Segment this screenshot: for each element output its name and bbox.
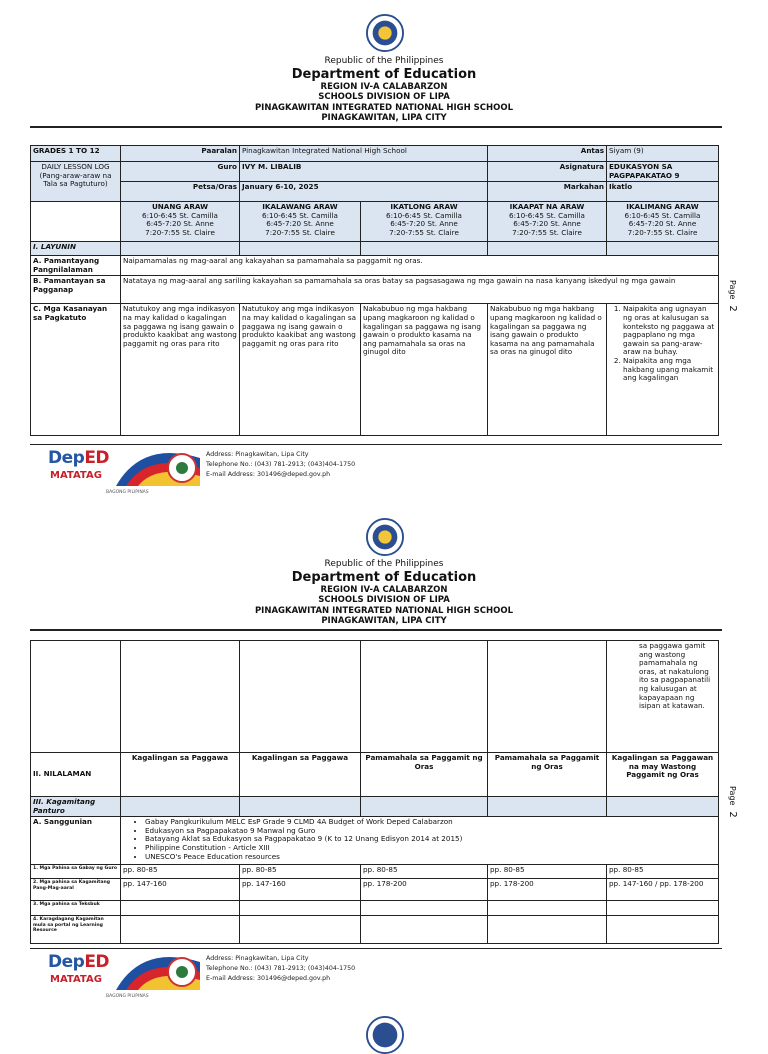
page-number-1: Page2: [727, 280, 738, 312]
sanggunian-item: • Philippine Constitution - Article XIII: [145, 844, 716, 853]
kasanayan-day-4: Nakabubuo ng mga hakbang upang magkaroon ng kalidad o kagalingan sa paggawa ng isang gawain o produkto kasama na ang pamamahala sa oras na ginugol dito: [488, 304, 607, 436]
matatag-logo-2: MATATAG: [50, 974, 102, 985]
antas-value: Siyam (9): [607, 146, 719, 162]
kasanayan-day-5: [607, 304, 719, 436]
petsa-label: Petsa/Oras: [121, 182, 240, 202]
footer-address-2: Address: Pinagkawitan, Lipa City: [206, 955, 309, 962]
region-text-2: REGION IV-A CALABARZON: [320, 584, 448, 595]
republic-text-2: Republic of the Philippines: [324, 559, 444, 569]
gabay-guro-day-1: pp. 80-85: [121, 865, 240, 879]
footer-contact-2: [206, 954, 355, 984]
sanggunian-label: A. Sanggunian: [31, 817, 121, 865]
department-text: Department of Education: [291, 66, 477, 82]
layunin-title: I. LAYUNIN: [31, 242, 121, 256]
paaralan-label: Paaralan: [121, 146, 240, 162]
kasanayan-day-5-item-1: 1. Naipakita ang ugnayan ng oras at kalusugan sa konteksto ng paggawa at pagpaplano ng mga gawain sa pang-araw-araw na buhay.: [623, 305, 716, 357]
school-text-2: PINAGKAWITAN INTEGRATED NATIONAL HIGH SCHOOL: [254, 605, 514, 616]
footer-address: Address: Pinagkawitan, Lipa City: [206, 451, 309, 458]
letterhead: [0, 56, 768, 124]
footer-2: [48, 948, 468, 1003]
pamantayang-label: A. Pamantayang Pangnilalaman: [31, 256, 121, 276]
page-number-2: Page2: [727, 786, 738, 818]
division-text: SCHOOLS DIVISION OF LIPA: [318, 92, 450, 102]
nilalaman-day-4: Pamamahala sa Paggamit ng Oras: [488, 753, 607, 797]
dll-subtitle: (Pang-araw-araw na Tala sa Pagtuturo): [39, 170, 112, 189]
footer-telephone: Telephone No.: (043) 781-2913; (043)404-1750: [206, 461, 356, 468]
bagong-pilipinas-text: BAGONG PILIPINAS: [106, 490, 149, 495]
teksbuk-label: 3. Mga pahina sa Teksbuk: [31, 901, 121, 916]
gabay-guro-day-5: pp. 80-85: [607, 865, 719, 879]
department-text-2: Department of Education: [291, 569, 477, 585]
markahan-value: Ikatlo: [607, 182, 719, 202]
sanggunian-list: [121, 817, 719, 865]
nilalaman-title: II. NILALAMAN: [31, 753, 121, 797]
lesson-log-table-2: [30, 640, 719, 944]
kagamitang-mag-aaral-day-1: pp. 147-160: [121, 879, 240, 901]
school-address-text: PINAGKAWITAN, LIPA CITY: [321, 113, 447, 123]
kasanayan-label: C. Mga Kasanayan sa Pagkatuto: [31, 304, 121, 436]
region-text: REGION IV-A CALABARZON: [320, 81, 448, 92]
division-text-2: SCHOOLS DIVISION OF LIPA: [318, 595, 450, 605]
bagong-pilipinas-logo-icon-2: [112, 950, 204, 994]
pamantayan-pagganap-text: Natataya ng mag-aaral ang sariling kakayahan sa pamamahala sa oras batay sa pagsasagawa ng mga gawain na nasa kanyang iskedyul ng mga gawain: [121, 276, 719, 304]
letterhead-2: [0, 559, 768, 627]
nilalaman-day-5: Kagalingan sa Paggawan na may Wastong Paggamit ng Oras: [607, 753, 719, 797]
footer-telephone-2: Telephone No.: (043) 781-2913; (043)404-1750: [206, 965, 356, 972]
pamantayan-pagganap-label: B. Pamantayan sa Pagganap: [31, 276, 121, 304]
kagamitang-mag-aaral-day-5: pp. 147-160 / pp. 178-200: [607, 879, 719, 901]
school-address-text-2: PINAGKAWITAN, LIPA CITY: [321, 616, 447, 626]
day-1-header: UNANG ARAW 6:10-6:45 St. Camilla 6:45-7:20 St. Anne 7:20-7:55 St. Claire: [121, 202, 240, 242]
kagamitang-mag-aaral-day-2: pp. 147-160: [240, 879, 361, 901]
nilalaman-day-3: Pamamahala sa Paggamit ng Oras: [361, 753, 488, 797]
footer-email-2: E-mail Address: 301496@deped.gov.ph: [206, 975, 331, 982]
guro-value: IVY M. LIBALIB: [240, 162, 488, 182]
school-text: PINAGKAWITAN INTEGRATED NATIONAL HIGH SCHOOL: [254, 102, 514, 113]
lesson-log-table: [30, 145, 719, 436]
deped-seal-icon-3: [366, 1016, 404, 1054]
republic-text: Republic of the Philippines: [324, 56, 444, 66]
pamantayang-text: Naipamamalas ng mag-aaral ang kakayahan sa pamamahala sa paggamit ng oras.: [121, 256, 719, 276]
sanggunian-item: • UNESCO's Peace Education resources: [145, 853, 716, 862]
grades-cell: GRADES 1 TO 12: [31, 146, 121, 162]
asignatura-label: Asignatura: [488, 162, 607, 182]
gabay-guro-day-2: pp. 80-85: [240, 865, 361, 879]
asignatura-value: EDUKASYON SA PAGPAPAKATAO 9: [607, 162, 719, 182]
deped-seal-icon-2: [366, 518, 404, 556]
footer-1: [48, 444, 468, 499]
header-rule-2: [30, 629, 722, 631]
deped-logo: DepED: [48, 448, 110, 468]
bagong-pilipinas-text-2: BAGONG PILIPINAS: [106, 994, 149, 999]
gabay-guro-label: 1. Mga Pahina sa Gabay ng Guro: [31, 865, 121, 879]
kasanayan-day-3: Nakabubuo ng mga hakbang upang magkaroon ng kalidad o kagalingan sa paggawa ng isang gawain o produkto kasama na ang pamamahala sa oras na ginugol dito: [361, 304, 488, 436]
sanggunian-item: • Batayang Aklat sa Edukasyon sa Pagpapakatao 9 (K to 12 Unang Edisyon 2014 at 2015): [145, 835, 716, 844]
day-2-header: IKALAWANG ARAW 6:10-6:45 St. Camilla 6:45-7:20 St. Anne 7:20-7:55 St. Claire: [240, 202, 361, 242]
kagamitang-mag-aaral-label: 2. Mga pahina sa Kagamitang Pang-Mag-aaral: [31, 879, 121, 901]
footer-contact: [206, 450, 355, 480]
sanggunian-item: • Edukasyon sa Pagpapakatao 9 Manwal ng Guro: [145, 827, 716, 836]
matatag-logo: MATATAG: [50, 470, 102, 481]
sanggunian-item: • Gabay Pangkurikulum MELC EsP Grade 9 CLMD 4A Budget of Work Deped Calabarzon: [145, 818, 716, 827]
karagdagang-kagamitan-label: 4. Karagdagang Kagamitan mula sa portal ng Learning Resource: [31, 916, 121, 944]
markahan-label: Markahan: [488, 182, 607, 202]
antas-label: Antas: [488, 146, 607, 162]
kasanayan-day-2: Natutukoy ang mga indikasyon na may kalidad o kagalingan sa paggawa ng isang gawain o produkto kaakibat ang wastong paggamit ng oras para rito: [240, 304, 361, 436]
day-4-header: IKAAPAT NA ARAW 6:10-6:45 St. Camilla 6:45-7:20 St. Anne 7:20-7:55 St. Claire: [488, 202, 607, 242]
gabay-guro-day-3: pp. 80-85: [361, 865, 488, 879]
day-5-header: IKALIMANG ARAW 6:10-6:45 St. Camilla 6:45-7:20 St. Anne 7:20-7:55 St. Claire: [607, 202, 719, 242]
deped-seal-icon: [366, 14, 404, 52]
days-corner-cell: [31, 202, 121, 242]
gabay-guro-day-4: pp. 80-85: [488, 865, 607, 879]
kagamitang-mag-aaral-day-3: pp. 178-200: [361, 879, 488, 901]
kagamitang-mag-aaral-day-4: pp. 178-200: [488, 879, 607, 901]
kasanayan-day-5-continued: sa paggawa gamit ang wastong pamamahala ng oras, at nakatulong ito sa pagpapanatili ng kalusugan at kapayapaan ng isipan at katawan.: [607, 641, 719, 753]
nilalaman-day-2: Kagalingan sa Paggawa: [240, 753, 361, 797]
kasanayan-day-1: Natutukoy ang mga indikasyon na may kalidad o kagalingan sa paggawa ng isang gawain o produkto kaakibat ang wastong paggamit ng oras para rito: [121, 304, 240, 436]
kasanayan-day-5-item-2: 2. Naipakita ang mga hakbang upang makamit ang kagalingan: [623, 357, 716, 383]
paaralan-value: Pinagkawitan Integrated National High School: [240, 146, 488, 162]
nilalaman-day-1: Kagalingan sa Paggawa: [121, 753, 240, 797]
deped-logo-2: DepED: [48, 952, 110, 972]
guro-label: Guro: [121, 162, 240, 182]
header-rule: [30, 126, 722, 128]
footer-email: E-mail Address: 301496@deped.gov.ph: [206, 471, 331, 478]
dll-title: DAILY LESSON LOG: [41, 162, 110, 171]
petsa-value: January 6-10, 2025: [240, 182, 488, 202]
kagamitan-title: III. Kagamitang Panturo: [31, 797, 121, 817]
day-3-header: IKATLONG ARAW 6:10-6:45 St. Camilla 6:45-7:20 St. Anne 7:20-7:55 St. Claire: [361, 202, 488, 242]
bagong-pilipinas-logo-icon: [112, 446, 204, 490]
